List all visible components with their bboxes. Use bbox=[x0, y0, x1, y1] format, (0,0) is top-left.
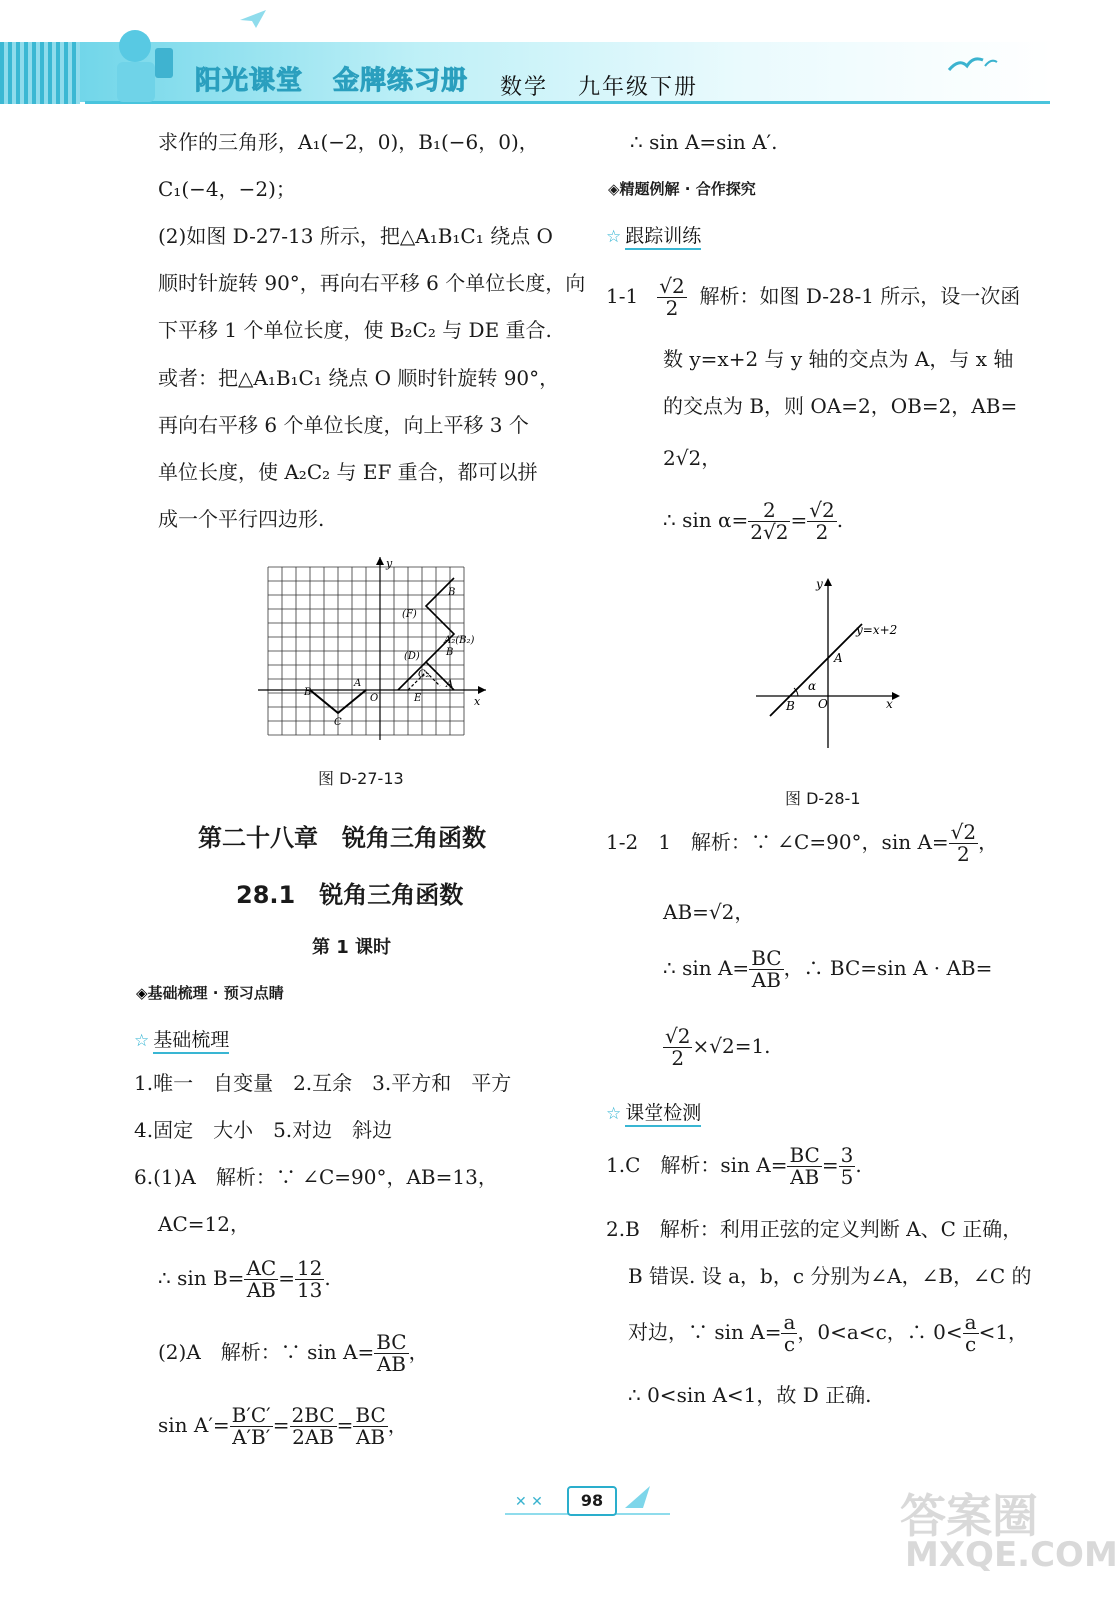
formula-line: (2)A 解析：∵ sin A= $\frac{BC}{AB}$ ， bbox=[158, 1330, 429, 1376]
tag-check: ☆ 课堂检测 bbox=[606, 1098, 701, 1125]
text-line: C₁(−4，−2)； bbox=[158, 177, 296, 201]
svg-text:B: B bbox=[304, 687, 312, 698]
origin-label: O bbox=[818, 697, 828, 711]
svg-text:(D): (D) bbox=[404, 651, 420, 662]
origin-label: O bbox=[370, 693, 379, 704]
tag-basic: ☆ 基础梳理 bbox=[134, 1025, 229, 1052]
formula-line: $\frac{√2}{2}$ ×√2=1. bbox=[665, 1024, 771, 1070]
text-line: 成一个平行四边形. bbox=[158, 507, 325, 531]
svg-text:A₂(B₂): A₂(B₂) bbox=[444, 635, 475, 646]
figure-d-27-13 bbox=[258, 555, 490, 740]
text-line: 2.B 解析：利用正弦的定义判断 A、C 正确， bbox=[606, 1217, 1023, 1241]
section-header: ◈精题例解 · 合作探究 bbox=[608, 180, 756, 198]
watermark-url: MXQE.COM bbox=[905, 1535, 1118, 1575]
formula-line: ∴ sin α= $\frac{2}{2√2}$ = $\frac{√2}{2}$ . bbox=[663, 498, 844, 544]
text-line: 求作的三角形，A₁(−2，0)，B₁(−6，0)， bbox=[158, 130, 539, 154]
formula-line: ∴ sin B= $\frac{AC}{AB}$ = $\frac{12}{13}$ . bbox=[158, 1256, 331, 1302]
tag-follow: ☆ 跟踪训练 bbox=[606, 221, 701, 248]
watermark-logo: 答案圈 bbox=[900, 1489, 1038, 1543]
header-rule bbox=[85, 101, 1050, 104]
page-number: 98 bbox=[567, 1486, 617, 1516]
text-line: 下平移 1 个单位长度，使 B₂C₂ 与 DE 重合. bbox=[158, 318, 552, 342]
svg-text:B: B bbox=[448, 587, 456, 598]
svg-text:A: A bbox=[446, 679, 454, 690]
text-line: AB=√2， bbox=[663, 900, 755, 924]
header-figure-icon bbox=[95, 18, 185, 104]
text-line: B 错误. 设 a，b，c 分别为∠A，∠B，∠C 的 bbox=[628, 1264, 1032, 1288]
svg-text:E: E bbox=[414, 693, 422, 704]
axis-label-y: y bbox=[386, 557, 393, 570]
svg-text:(F): (F) bbox=[402, 609, 417, 620]
text-line: 2√2， bbox=[663, 446, 722, 470]
text-line: (2)如图 D-27-13 所示，把△A₁B₁C₁ 绕点 O bbox=[158, 224, 553, 248]
formula-line: 1-2 1 解析：∵ ∠C=90°，sin A= $\frac{√2}{2}$ ， bbox=[606, 820, 999, 866]
svg-text:C₂: C₂ bbox=[418, 669, 430, 680]
answer-line: AC=12， bbox=[158, 1212, 250, 1236]
star-icon: ☆ bbox=[606, 1104, 622, 1124]
angle-label: α bbox=[808, 679, 817, 693]
answer-line: 1-1 $\frac{√2}{2}$ 解析：如图 D-28-1 所示，设一次函 bbox=[606, 274, 1021, 320]
header-subject: 数学 bbox=[500, 75, 549, 100]
formula-line: 1.C 解析：sin A= $\frac{BC}{AB}$ = $\frac{3}{5}$ . bbox=[606, 1143, 862, 1189]
axis-label-y: y bbox=[816, 577, 823, 591]
answer-line: 1.唯一 自变量 2.互余 3.平方和 平方 bbox=[134, 1071, 512, 1095]
answer-line: 4.固定 大小 5.对边 斜边 bbox=[134, 1118, 393, 1142]
brand-title-1: 阳光课堂 bbox=[195, 66, 304, 96]
header-stripe bbox=[0, 42, 80, 104]
formula-line: sin A′= $\frac{B'C'}{A'B'}$ = $\frac{2BC}{2AB}$ = $\frac{BC}{AB}$ ， bbox=[158, 1403, 408, 1449]
text-line: 的交点为 B，则 OA=2，OB=2，AB= bbox=[663, 394, 1018, 418]
formula-line: ∴ sin A= $\frac{BC}{AB}$ ，∴ BC=sin A · AB= bbox=[663, 946, 993, 992]
figure-caption: 图 D-27-13 bbox=[318, 769, 404, 788]
chapter-title: 第二十八章 锐角三角函数 bbox=[198, 824, 486, 852]
brand-title-2: 金牌练习册 bbox=[333, 66, 469, 96]
lesson-title: 第 1 课时 bbox=[312, 937, 392, 958]
svg-text:✕ ✕: ✕ ✕ bbox=[515, 1494, 543, 1510]
point-b-label: B bbox=[786, 699, 795, 713]
text-line: 再向右平移 6 个单位长度，向上平移 3 个 bbox=[158, 413, 529, 437]
section-header: ◈基础梳理 · 预习点睛 bbox=[136, 984, 284, 1002]
header-grade: 九年级下册 bbox=[578, 75, 699, 100]
formula-line: 对边，∵ sin A= $\frac{a}{c}$ ，0<a<c，∴ 0< $\frac{a}{c}$ <1， bbox=[628, 1310, 1029, 1356]
line-label: y=x+2 bbox=[856, 623, 898, 637]
text-line: 单位长度，使 A₂C₂ 与 EF 重合，都可以拼 bbox=[158, 460, 538, 484]
birds-icon bbox=[945, 48, 1005, 78]
star-icon: ☆ bbox=[134, 1031, 150, 1051]
axis-label-x: x bbox=[474, 695, 481, 708]
text-line: 数 y=x+2 与 y 轴的交点为 A，与 x 轴 bbox=[663, 347, 1014, 371]
text-line: 或者：把△A₁B₁C₁ 绕点 O 顺时针旋转 90°， bbox=[158, 366, 560, 390]
axis-label-x: x bbox=[886, 697, 893, 711]
svg-text:B: B bbox=[446, 647, 454, 658]
figure-d-28-1 bbox=[752, 574, 904, 750]
text-line: ∴ 0<sin A<1，故 D 正确. bbox=[628, 1383, 872, 1407]
figure-caption: 图 D-28-1 bbox=[785, 789, 861, 808]
svg-text:C: C bbox=[334, 717, 342, 728]
answer-line: 6.(1)A 解析：∵ ∠C=90°，AB=13， bbox=[134, 1165, 498, 1189]
text-line: ∴ sin A=sin A′. bbox=[630, 130, 778, 154]
paper-plane-icon bbox=[238, 8, 268, 30]
point-a-label: A bbox=[834, 651, 843, 665]
star-icon: ☆ bbox=[606, 227, 622, 247]
section-title: 28.1 锐角三角函数 bbox=[236, 881, 464, 909]
svg-text:A: A bbox=[354, 678, 362, 689]
text-line: 顺时针旋转 90°，再向右平移 6 个单位长度，向 bbox=[158, 271, 586, 295]
